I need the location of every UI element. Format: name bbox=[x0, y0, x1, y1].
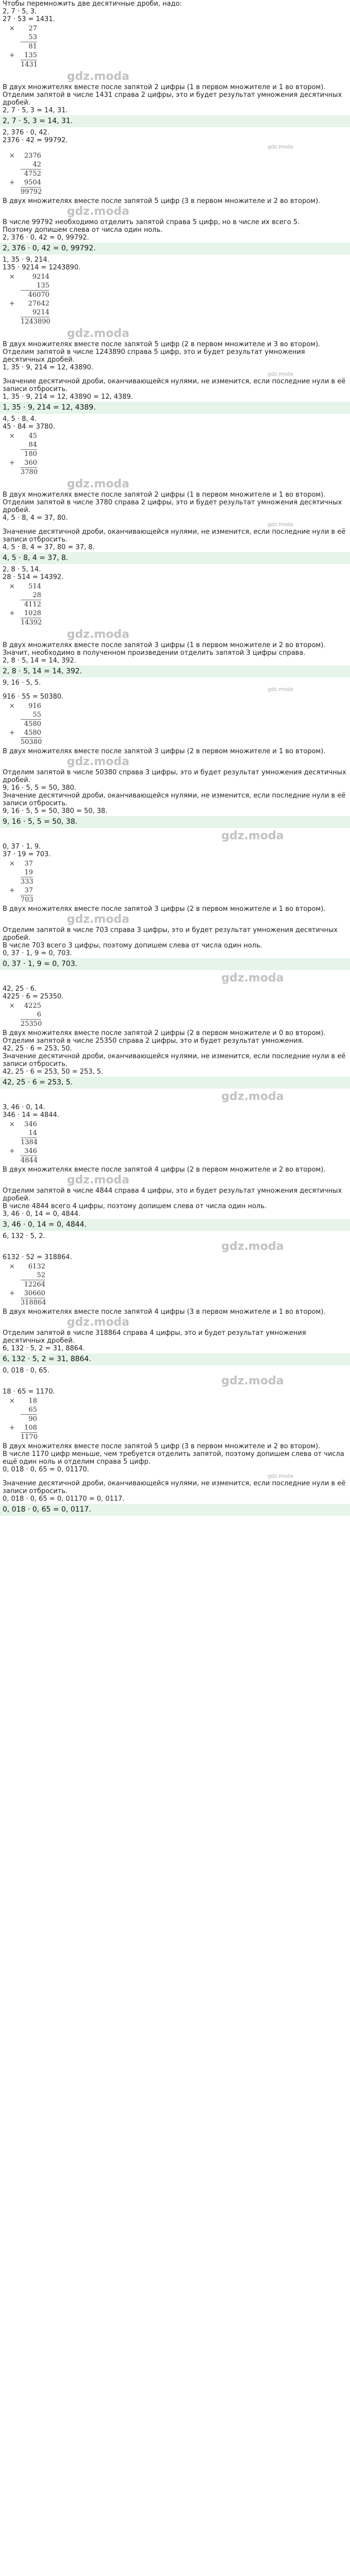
column-number: 84 bbox=[21, 440, 37, 450]
solution-text-line: 0, 018 · 0, 65 = 0, 01170 = 0, 0117. bbox=[3, 1495, 125, 1503]
watermark-small: gdz.moda bbox=[268, 144, 293, 150]
column-row: + 360 bbox=[9, 459, 37, 467]
solution-text-line: Отделим запятой в числе 1431 справа 2 цифры, это и будет результат умножения десятичных дробей. bbox=[3, 91, 342, 107]
column-number: 333 bbox=[21, 878, 33, 886]
answer-highlight: 3, 46 · 0, 14 = 0, 4844. bbox=[0, 1219, 350, 1231]
watermark-logo: gdz.moda bbox=[67, 755, 130, 768]
solution-text-line: В числе 99792 необходимо отделить запятой справа 5 цифр, но в числе их всего 5. bbox=[3, 218, 300, 226]
watermark-logo: gdz.moda bbox=[67, 1316, 130, 1329]
column-row bbox=[21, 291, 350, 299]
column-row bbox=[21, 591, 350, 600]
watermark-logo: gdz.moda bbox=[221, 1090, 284, 1103]
column-row bbox=[21, 877, 350, 886]
column-number: 4580 bbox=[21, 728, 41, 738]
solution-text-line: 4, 5 · 8, 4 = 37, 80. bbox=[3, 514, 68, 522]
solution-text-line: 4, 5 · 8, 4 = 37, 80 = 37, 8. bbox=[3, 544, 95, 551]
column-number: 346 bbox=[21, 1147, 37, 1156]
column-row bbox=[21, 440, 350, 450]
column-multiplication bbox=[0, 1001, 350, 1029]
watermark-small: gdz.moda bbox=[268, 1473, 293, 1479]
solution-text-line: В двух множителях вместе после запятой 5 цифр (3 в первом множителе и 2 во втором). bbox=[3, 197, 321, 205]
column-number: 1170 bbox=[21, 1433, 38, 1441]
column-number: 14 bbox=[21, 1129, 37, 1138]
column-number: 4844 bbox=[21, 1157, 38, 1164]
column-number: 90 bbox=[28, 1415, 37, 1423]
column-multiplication bbox=[0, 1396, 350, 1443]
watermark-logo: gdz.moda bbox=[221, 829, 284, 842]
watermark-small: gdz.moda bbox=[268, 687, 293, 692]
column-row bbox=[21, 600, 350, 609]
column-multiplication bbox=[0, 858, 350, 905]
solution-text-line: В двух множителях вместе после запятой 4 цифры (2 в первом множителе и 2 во втором). bbox=[3, 1166, 326, 1174]
column-multiplication bbox=[0, 581, 350, 628]
column-row bbox=[21, 618, 350, 627]
answer-highlight: 4, 5 · 8, 4 = 37, 8. bbox=[0, 552, 350, 564]
solution-text-line: Отделим запятой в числе 1243890 справа 5 цифр, это и будет результат умножения десятичных дробей. bbox=[3, 348, 305, 364]
solution-text-line: Значение десятичной дроби, оканчивающейся нулями, не изменится, если последние нули в её записи отбросить. bbox=[3, 378, 346, 393]
solution-text-line: Отделим запятой в числе 703 справа 3 цифры, это и будет результат умножения десятичных дробей. bbox=[3, 926, 338, 942]
solution-text-line: 2, 7 · 5, 3 = 14, 31. bbox=[3, 107, 68, 114]
solution-text-line: В двух множителях вместе после запятой 5 цифр (2 в первом множителе и 3 во втором). bbox=[3, 341, 321, 348]
column-number: 52 bbox=[21, 1271, 45, 1280]
solution-text-line: 27 · 53 = 1431. bbox=[3, 15, 55, 23]
column-number: 12264 bbox=[24, 1281, 45, 1289]
watermark-logo: gdz.moda bbox=[221, 1240, 284, 1253]
watermark-logo: gdz.moda bbox=[67, 913, 130, 926]
column-row: + 30660 bbox=[9, 1290, 45, 1297]
solution-text-line: Отделим запятой в числе 25350 справа 2 цифры, это и будет результат умножения. bbox=[3, 1037, 304, 1045]
column-row bbox=[21, 281, 350, 291]
solution-text-line: 2, 7 · 5, 3. bbox=[3, 8, 37, 15]
column-number: 6132 bbox=[28, 1263, 45, 1270]
answer-highlight: 2, 376 · 0, 42 = 0, 99792. bbox=[0, 243, 350, 255]
column-number: 3780 bbox=[21, 468, 38, 476]
solution-text-line: В числе 703 всего 3 цифры, поэтому допишем слева от числа один ноль. bbox=[3, 942, 262, 950]
solution-text-line: 4225 · 6 = 25350. bbox=[3, 993, 64, 1001]
column-number: 2376 bbox=[24, 152, 41, 160]
column-number: 55 bbox=[21, 710, 41, 720]
solution-text-line: 9, 16 · 5, 5 = 50, 380 = 50, 38. bbox=[3, 807, 108, 815]
column-number: 135 bbox=[21, 281, 49, 291]
column-number: 53 bbox=[21, 33, 37, 42]
solution-text-line: 2376 · 42 = 99792. bbox=[3, 137, 68, 144]
column-number: 19 bbox=[21, 868, 33, 877]
column-row: × 4225 bbox=[9, 1002, 41, 1010]
column-number: 9504 bbox=[21, 178, 41, 188]
column-row bbox=[21, 33, 350, 42]
column-row: × 27 bbox=[9, 25, 37, 32]
column-number: 4752 bbox=[24, 170, 41, 178]
solution-text-line: 0, 37 · 1, 9. bbox=[3, 843, 41, 851]
solution-text-line: В двух множителях вместе после запятой 5 цифр (3 в первом множителе и 2 во втором). bbox=[3, 1443, 321, 1450]
column-multiplication bbox=[0, 150, 350, 197]
column-row bbox=[21, 1271, 350, 1280]
answer-highlight: 6, 132 · 5, 2 = 31, 8864. bbox=[0, 1353, 350, 1365]
solution-text-line: 2, 8 · 5, 14. bbox=[3, 566, 41, 573]
answer-highlight: 0, 018 · 0, 65 = 0, 0117. bbox=[0, 1504, 350, 1516]
answer-highlight: 2, 7 · 5, 3 = 14, 31. bbox=[0, 115, 350, 127]
column-row: + 135 bbox=[9, 52, 37, 59]
solution-text-line: В числе 1170 цифр меньше, чем требуется отделить запятой, поэтому допишем слева от числа ещё один ноль и отделим справа 5 цифр. bbox=[3, 1450, 344, 1466]
solution-text-line: Отделим запятой в числе 318864 справа 4 цифры, это и будет результат умножения десятичных дробей. bbox=[3, 1329, 306, 1345]
solution-text-line: 3, 46 · 0, 14 = 0, 4844. bbox=[3, 1210, 81, 1218]
solution-text-line: Значение десятичной дроби, оканчивающейся нулями, не изменится, если последние нули в её записи отбросить. bbox=[3, 1053, 346, 1068]
column-number: 135 bbox=[21, 51, 37, 60]
column-row: × 514 bbox=[9, 583, 41, 590]
column-row bbox=[21, 1156, 350, 1165]
solution-text-line: 42, 25 · 6 = 253, 50 = 253, 5. bbox=[3, 1068, 103, 1076]
column-row bbox=[21, 1280, 350, 1289]
solution-text-line: 28 · 514 = 14392. bbox=[3, 573, 64, 581]
column-number: 916 bbox=[28, 702, 41, 710]
column-row: + 37 bbox=[9, 887, 33, 894]
column-number: 6 bbox=[21, 1010, 41, 1020]
column-number: 46070 bbox=[28, 291, 49, 299]
column-number: 9214 bbox=[21, 308, 49, 317]
solution-text-line: 3, 46 · 0, 14. bbox=[3, 1104, 45, 1111]
column-row: + 346 bbox=[9, 1147, 37, 1155]
column-number: 99792 bbox=[21, 188, 42, 196]
watermark-logo: gdz.moda bbox=[67, 478, 130, 490]
column-row: + 108 bbox=[9, 1424, 37, 1432]
answer-highlight: 42, 25 · 6 = 253, 5. bbox=[0, 1077, 350, 1089]
column-row: + 4580 bbox=[9, 729, 41, 737]
answer-highlight: 9, 16 · 5, 5 = 50, 38. bbox=[0, 816, 350, 828]
column-row bbox=[21, 738, 350, 747]
column-number: 50380 bbox=[21, 738, 42, 746]
column-multiplication bbox=[0, 23, 350, 70]
column-number: 1028 bbox=[21, 609, 41, 618]
solution-text-line: Значение десятичной дроби, оканчивающейся нулями, не изменится, если последние нули в её записи отбросить. bbox=[3, 528, 346, 544]
solution-text-line: 42, 25 · 6 = 253, 50. bbox=[3, 1045, 72, 1053]
column-number: 45 bbox=[28, 432, 37, 440]
solution-text-line: В двух множителях вместе после запятой 3 цифры (2 в первом множителе и 1 во втором). bbox=[3, 905, 326, 913]
column-row bbox=[21, 42, 350, 51]
watermark-logo: gdz.moda bbox=[221, 1375, 284, 1387]
column-number: 1384 bbox=[21, 1139, 38, 1146]
column-number: 37 bbox=[21, 886, 33, 895]
column-row bbox=[21, 170, 350, 178]
column-row: + 9504 bbox=[9, 179, 41, 187]
solution-text-line: 37 · 19 = 703. bbox=[3, 851, 51, 858]
solution-text-line: 135 · 9214 = 1243890. bbox=[3, 264, 81, 272]
column-number: 30660 bbox=[21, 1289, 45, 1298]
solution-text-line: В двух множителях вместе после запятой 3 цифры (2 в первом множителе и 1 во втором). bbox=[3, 748, 326, 755]
solution-text-line: В двух множителях вместе после запятой 4 цифры (3 в первом множителе и 1 во втором). bbox=[3, 1308, 326, 1316]
column-multiplication bbox=[0, 431, 350, 478]
column-row: + 1028 bbox=[9, 609, 41, 617]
column-multiplication bbox=[0, 1261, 350, 1308]
column-number: 28 bbox=[21, 591, 41, 600]
column-number: 27 bbox=[28, 25, 37, 32]
column-row: × 9214 bbox=[9, 273, 49, 281]
watermark-small: gdz.moda bbox=[268, 371, 293, 377]
solution-text-line: 1, 35 · 9, 214 = 12, 43890 = 12, 4389. bbox=[3, 393, 133, 401]
column-number: 42 bbox=[21, 160, 41, 170]
solution-text-line: 0, 37 · 1, 9 = 0, 703. bbox=[3, 950, 72, 957]
column-number: 180 bbox=[24, 450, 37, 458]
column-row bbox=[21, 1298, 350, 1307]
column-row bbox=[21, 1433, 350, 1442]
solution-text-line: Отделим запятой в числе 3780 справа 2 цифры, это и будет результат умножения десятичных дробей. bbox=[3, 499, 342, 514]
column-number: 703 bbox=[21, 896, 33, 904]
solution-text-line: В двух множителях вместе после запятой 2 цифры (1 в первом множителе и 1 во втором). bbox=[3, 491, 326, 499]
column-number: 37 bbox=[24, 860, 33, 868]
solution-text-line: 9, 16 · 5, 5 = 50, 380. bbox=[3, 784, 77, 792]
solution-text-line: 42, 25 · 6. bbox=[3, 985, 37, 993]
watermark-logo: gdz.moda bbox=[67, 70, 130, 83]
column-number: 318864 bbox=[21, 1299, 46, 1307]
solution-text-line: Значение десятичной дроби, оканчивающейся нулями, не изменится, если последние нули в её записи отбросить. bbox=[3, 1480, 346, 1495]
solution-text-line: 2, 376 · 0, 42 = 0, 99792. bbox=[3, 234, 90, 242]
watermark-small: gdz.moda bbox=[268, 522, 293, 528]
solution-text-line: В двух множителях вместе после запятой 3 цифры (1 в первом множителе и 2 во втором). bbox=[3, 641, 326, 649]
column-row bbox=[21, 1129, 350, 1138]
column-row bbox=[21, 1138, 350, 1147]
column-row bbox=[21, 868, 350, 877]
solution-text-line: 1, 35 · 9, 214 = 12, 43890. bbox=[3, 364, 94, 371]
column-row bbox=[21, 720, 350, 728]
solution-text-line: В двух множителях вместе после запятой 2 цифры (2 в первом множителе и 0 во втором). bbox=[3, 1029, 326, 1037]
solution-text-line: В числе 4844 всего 4 цифры, поэтому допишем слева от числа один ноль. bbox=[3, 1202, 267, 1210]
solution-text-line: 0, 018 · 0, 65 = 0, 01170. bbox=[3, 1466, 90, 1473]
column-number: 65 bbox=[21, 1405, 37, 1415]
column-row bbox=[21, 308, 350, 317]
answer-highlight: 0, 37 · 1, 9 = 0, 703. bbox=[0, 958, 350, 970]
solution-text-line: 2, 8 · 5, 14 = 14, 392. bbox=[3, 657, 77, 665]
column-row bbox=[21, 160, 350, 170]
column-number: 27642 bbox=[28, 300, 49, 308]
solution-text-line: 6132 · 52 = 318864. bbox=[3, 1253, 72, 1261]
column-row: × 37 bbox=[9, 860, 33, 868]
solution-text-line: 0, 018 · 0, 65. bbox=[3, 1367, 49, 1375]
column-row bbox=[21, 60, 350, 69]
solution-text-line: В двух множителях вместе после запятой 2 цифры (1 в первом множителе и 1 во втором). bbox=[3, 83, 326, 91]
watermark-logo: gdz.moda bbox=[67, 1174, 130, 1187]
column-number: 18 bbox=[28, 1397, 37, 1405]
column-row: × 346 bbox=[9, 1121, 37, 1128]
watermark-logo: gdz.moda bbox=[67, 327, 130, 340]
solution-text-line: Значение десятичной дроби, оканчивающейся нулями, не изменится, если последние нули в её записи отбросить. bbox=[3, 792, 346, 807]
column-row bbox=[21, 450, 350, 459]
column-number: 4225 bbox=[24, 1002, 41, 1010]
column-number: 1243890 bbox=[21, 318, 50, 326]
solution-text-line: 6, 132 · 5, 2 = 31, 8864. bbox=[3, 1345, 85, 1352]
column-row bbox=[21, 468, 350, 477]
column-number: 9214 bbox=[32, 273, 49, 281]
column-row: × 45 bbox=[9, 432, 37, 440]
solution-text-line: Значит, необходимо в полученном произведении отделить запятой 3 цифры справа. bbox=[3, 649, 306, 657]
solution-text-line: 9, 16 · 5, 5. bbox=[3, 679, 41, 687]
solution-text-line: Отделим запятой в числе 50380 справа 3 цифры, это и будет результат умножения десятичных дробей. bbox=[3, 769, 346, 784]
watermark-logo: gdz.moda bbox=[67, 628, 130, 641]
column-row: × 18 bbox=[9, 1397, 37, 1405]
column-row bbox=[21, 710, 350, 720]
column-number: 108 bbox=[21, 1423, 37, 1433]
solution-text-line: Отделим запятой в числе 4844 справа 4 цифры, это и будет результат умножения десятичных дробей. bbox=[3, 1187, 342, 1202]
solution-text-line: 2, 376 · 0, 42. bbox=[3, 129, 49, 137]
column-number: 25350 bbox=[21, 1020, 42, 1028]
solution-text-line: 45 · 84 = 3780. bbox=[3, 423, 55, 431]
column-row: × 6132 bbox=[9, 1263, 45, 1270]
solution-text-line: Поэтому допишем слева от числа один ноль. bbox=[3, 226, 163, 234]
solution-text-line: Чтобы перемножить две десятичные дроби, надо: bbox=[3, 0, 182, 8]
column-multiplication bbox=[0, 272, 350, 327]
solution-text-line: 4, 5 · 8, 4. bbox=[3, 415, 37, 423]
column-row bbox=[21, 1010, 350, 1020]
column-row bbox=[21, 895, 350, 904]
column-number: 360 bbox=[21, 459, 37, 468]
column-row bbox=[21, 1405, 350, 1415]
column-row bbox=[21, 1020, 350, 1028]
column-number: 514 bbox=[28, 583, 41, 590]
solution-text-line: 916 · 55 = 50380. bbox=[3, 693, 64, 701]
column-row bbox=[21, 317, 350, 326]
answer-highlight: 2, 8 · 5, 14 = 14, 392. bbox=[0, 666, 350, 677]
column-number: 1431 bbox=[21, 61, 38, 69]
column-row: × 2376 bbox=[9, 152, 41, 160]
column-row: × 916 bbox=[9, 702, 41, 710]
column-number: 14392 bbox=[21, 619, 42, 626]
solution-text-line: 346 · 14 = 4844. bbox=[3, 1111, 60, 1119]
column-number: 346 bbox=[24, 1121, 37, 1128]
column-row bbox=[21, 1415, 350, 1423]
column-multiplication bbox=[0, 701, 350, 748]
column-row bbox=[21, 188, 350, 196]
answer-highlight: 1, 35 · 9, 214 = 12, 4389. bbox=[0, 402, 350, 414]
solution-text-line: 6, 132 · 5, 2. bbox=[3, 1232, 45, 1240]
column-row: + 27642 bbox=[9, 300, 49, 308]
column-number: 4112 bbox=[24, 601, 41, 608]
column-number: 81 bbox=[28, 43, 37, 50]
column-multiplication bbox=[0, 1119, 350, 1166]
column-number: 4580 bbox=[24, 720, 41, 728]
watermark-logo: gdz.moda bbox=[221, 972, 284, 985]
solution-text-line: 1, 35 · 9, 214. bbox=[3, 256, 49, 264]
watermark-logo: gdz.moda bbox=[67, 205, 130, 218]
solution-text-line: 18 · 65 = 1170. bbox=[3, 1388, 55, 1396]
